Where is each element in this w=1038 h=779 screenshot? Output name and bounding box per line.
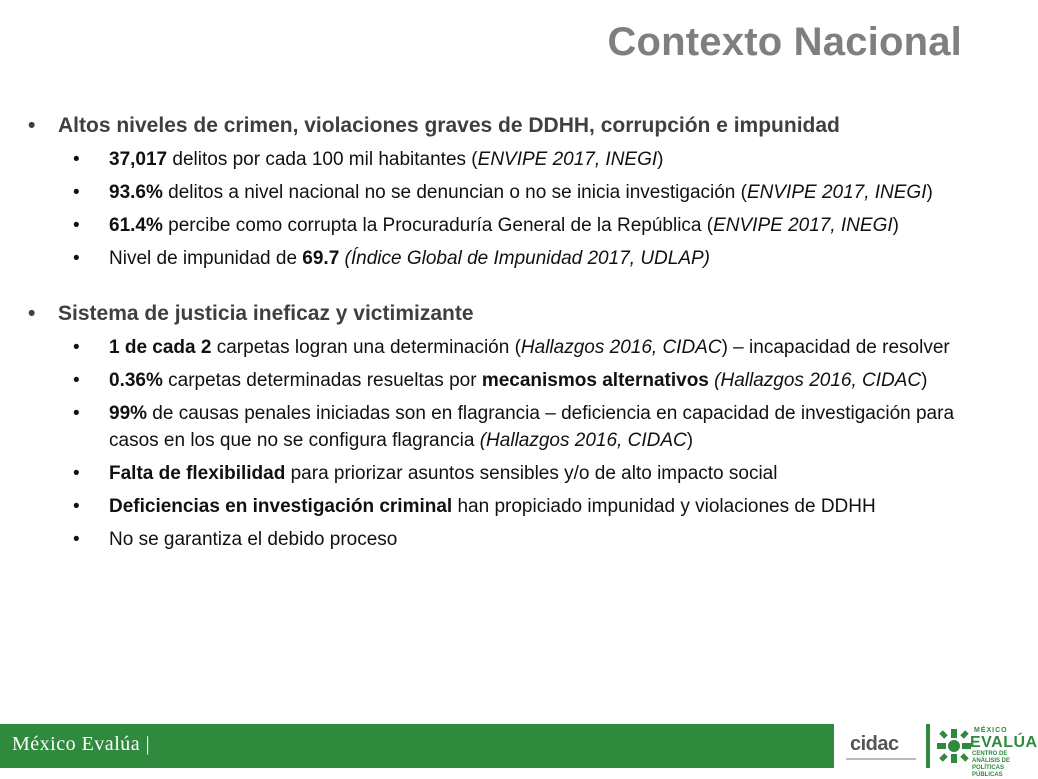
section-heading-crimen: • Altos niveles de crimen, violaciones graves de DDHH, corrupción e impunidad (22, 112, 997, 140)
list-item: • Nivel de impunidad de 69.7 (Índice Global de Impunidad 2017, UDLAP) (22, 245, 997, 272)
mexico-evalua-logo-top: MÉXICO (974, 727, 1008, 734)
mexico-evalua-logo-sub: CENTRO DE ANÁLISIS DE POLÍTICAS PÚBLICAS (972, 751, 1011, 778)
list-item: • Deficiencias en investigación criminal han propiciado impunidad y violaciones de DDHH (22, 493, 997, 520)
list-item: • 0.36% carpetas determinadas resueltas por mecanismos alternativos (Hallazgos 2016, CIDAC) (22, 367, 997, 394)
slide-content (22, 112, 997, 553)
list-item: • 93.6% delitos a nivel nacional no se denuncian o no se inicia investigación (ENVIPE 2017, INEGI) (22, 179, 997, 206)
footer-brand: México Evalúa | (12, 733, 151, 755)
cidac-logo-text: cidac (850, 733, 899, 755)
mexico-evalua-logo-main: EVALÚA (970, 734, 1038, 751)
footer-bar (0, 724, 1038, 778)
list-item: • 99% de causas penales iniciadas son en flagrancia – deficiencia en capacidad de investigación para casos en los que no se configura flagrancia (Hallazgos 2016, CIDAC) (22, 400, 997, 454)
slide-title: Contexto Nacional (607, 20, 962, 64)
list-item: • 37,017 delitos por cada 100 mil habitantes (ENVIPE 2017, INEGI) (22, 146, 997, 173)
list-item: • No se garantiza el debido proceso (22, 526, 997, 553)
cidac-logo (834, 724, 926, 768)
mexico-evalua-emblem-icon (936, 728, 972, 764)
list-item: • Falta de flexibilidad para priorizar asuntos sensibles y/o de alto impacto social (22, 460, 997, 487)
section-heading-justicia: • Sistema de justicia ineficaz y victimizante (22, 300, 997, 328)
list-item: • 1 de cada 2 carpetas logran una determinación (Hallazgos 2016, CIDAC) – incapacidad de resolver (22, 334, 997, 361)
cidac-logo-underline (846, 758, 916, 760)
list-item: • 61.4% percibe como corrupta la Procuraduría General de la República (ENVIPE 2017, INEGI) (22, 212, 997, 239)
mexico-evalua-logo (930, 724, 1038, 778)
